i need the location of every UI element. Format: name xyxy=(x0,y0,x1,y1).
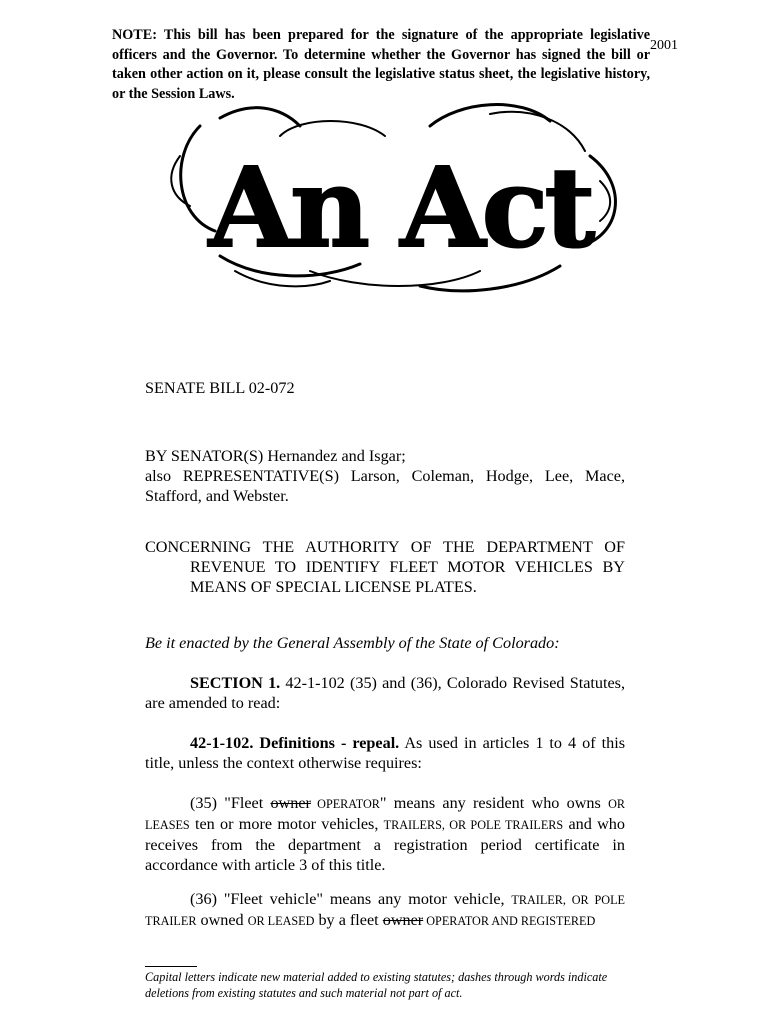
bill-signature-note: NOTE: This bill has been prepared for the signature of the appropriate legislative officers and the Governor. To determine whether the Governor has signed the bill or taken other action on it, please consult the legislative status sheet, the legislative history, or the Session Laws. xyxy=(112,27,650,102)
p35-text-e: ten or more motor vehicles, xyxy=(189,815,384,833)
p36-new-trailer: TRAILER, OR POLE TRAILER xyxy=(145,893,625,928)
sponsors xyxy=(145,446,625,506)
p36-text-a: (36) "Fleet vehicle" means any motor vehicle, xyxy=(190,890,512,908)
bill-title-line1: CONCERNING THE AUTHORITY OF THE DEPARTMENT OF xyxy=(145,538,625,556)
house-sponsors: also REPRESENTATIVE(S) Larson, Coleman, Hodge, Lee, Mace, Stafford, and Webster. xyxy=(145,467,625,505)
footnote: Capital letters indicate new material added to existing statutes; dashes through words indicate deletions from existing statutes and such material not part of act. xyxy=(145,970,608,1000)
paragraph-35 xyxy=(145,793,625,875)
definitions-paragraph xyxy=(145,733,625,773)
p35-deleted-word: owner xyxy=(270,794,311,812)
section-1 xyxy=(145,673,625,713)
p35-text-c: " means any resident who owns xyxy=(379,794,609,812)
senate-sponsors: BY SENATOR(S) Hernandez and Isgar; xyxy=(145,447,406,465)
an-act-seal-text: An Act xyxy=(208,143,592,272)
section-1-text: 42-1-102 (35) and (36), Colorado Revised Statutes, are amended to read: xyxy=(145,674,625,712)
definitions-text: As used in articles 1 to 4 of this title, unless the context otherwise requires: xyxy=(145,734,625,772)
p36-new-operator: OPERATOR AND REGISTERED xyxy=(423,914,596,928)
section-1-heading: SECTION 1. xyxy=(190,674,281,692)
p35-new-word: OPERATOR xyxy=(310,797,380,811)
p35-new-or-leases: OR LEASES xyxy=(145,797,625,832)
p35-new-trailers: TRAILERS, OR POLE TRAILERS xyxy=(383,818,564,832)
enacting-clause: Be it enacted by the General Assembly of the State of Colorado: xyxy=(145,634,560,652)
bill-title-rest: REVENUE TO IDENTIFY FLEET MOTOR VEHICLES BY MEANS OF SPECIAL LICENSE PLATES. xyxy=(190,558,625,596)
p36-text-e: by a fleet xyxy=(314,911,383,929)
p35-text-a: (35) "Fleet xyxy=(190,794,271,812)
p35-text-g: and who receives from the department a registration period certificate in accordance with article 3 of this title. xyxy=(145,815,625,874)
an-act-seal xyxy=(160,96,640,296)
p36-text-c: owned xyxy=(196,911,248,929)
session-year: 2001 xyxy=(650,38,678,53)
footnote-divider xyxy=(145,966,197,967)
bill-title xyxy=(145,537,625,597)
definitions-heading: 42-1-102. Definitions - repeal. xyxy=(190,734,400,752)
bill-number: SENATE BILL 02-072 xyxy=(145,379,295,397)
p36-new-or-leased: OR LEASED xyxy=(247,914,315,928)
p36-deleted-word: owner xyxy=(382,911,424,929)
an-act-flourish-icon xyxy=(160,96,640,296)
paragraph-36 xyxy=(145,889,625,931)
